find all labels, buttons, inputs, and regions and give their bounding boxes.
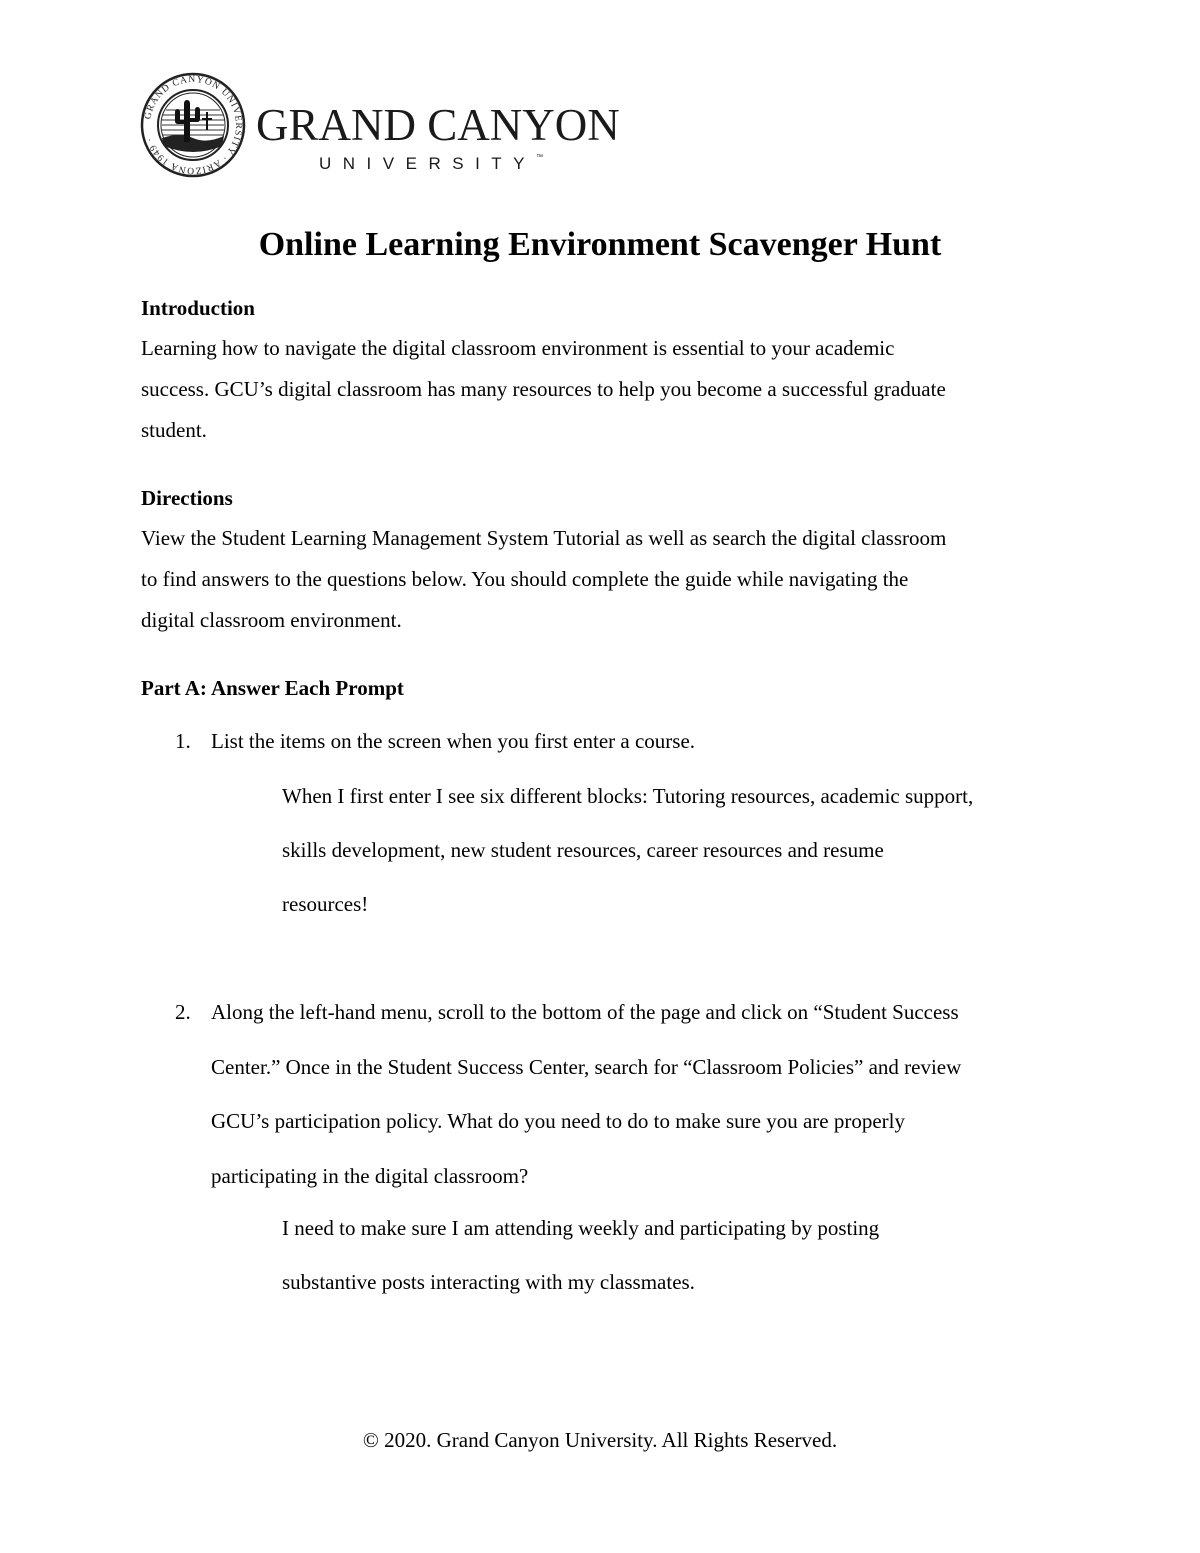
answer-2-text <box>282 1201 879 1309</box>
text-line: skills development, new student resources, career resources and resume <box>282 838 884 862</box>
text-line: participating in the digital classroom? <box>211 1163 529 1188</box>
text-line: to find answers to the questions below. You should complete the guide while navigating the <box>141 567 909 591</box>
text-line: digital classroom environment. <box>141 608 402 632</box>
question-1-text <box>211 714 695 769</box>
introduction-paragraph <box>141 328 1071 451</box>
text-line: Learning how to navigate the digital classroom environment is essential to your academic <box>141 336 895 360</box>
part-a-heading: Part A: Answer Each Prompt <box>141 676 404 700</box>
question-2-text <box>211 985 961 1203</box>
text-line: Along the left-hand menu, scroll to the bottom of the page and click on “Student Success <box>211 1000 959 1024</box>
page-title: Online Learning Environment Scavenger Hunt <box>258 226 942 263</box>
logo-wordmark: GRAND CANYON <box>256 100 620 150</box>
question-number: 2. <box>175 1000 191 1024</box>
text-line: resources! <box>282 892 369 916</box>
copyright-footer: © 2020. Grand Canyon University. All Rights Reserved. <box>362 1428 838 1452</box>
text-line: I need to make sure I am attending weekly and participating by posting <box>282 1216 880 1240</box>
question-number: 1. <box>175 729 191 753</box>
directions-paragraph <box>141 518 1071 641</box>
text-line: Center.” Once in the Student Success Center, search for “Classroom Policies” and review <box>211 1054 962 1079</box>
university-logo <box>140 72 620 180</box>
text-line: student. <box>141 418 207 442</box>
text-line: List the items on the screen when you first enter a course. <box>211 729 696 753</box>
svg-text:GRAND CANYON UNIVERSITY · ARIZ: GRAND CANYON UNIVERSITY · ARIZONA 1949 · <box>143 74 244 176</box>
answer-1-text <box>282 769 973 931</box>
text-line: When I first enter I see six different blocks: Tutoring resources, academic support, <box>282 784 974 808</box>
text-line: View the Student Learning Management System Tutorial as well as search the digital classroom <box>141 526 947 550</box>
logo-subtitle: UNIVERSITY™ <box>319 154 544 173</box>
university-seal-icon <box>140 72 246 178</box>
directions-heading: Directions <box>141 486 233 510</box>
text-line: success. GCU’s digital classroom has many resources to help you become a successful graduate <box>141 377 946 401</box>
introduction-heading: Introduction <box>141 296 255 320</box>
text-line: GCU’s participation policy. What do you need to do to make sure you are properly <box>211 1109 905 1133</box>
text-line: substantive posts interacting with my classmates. <box>282 1270 695 1294</box>
